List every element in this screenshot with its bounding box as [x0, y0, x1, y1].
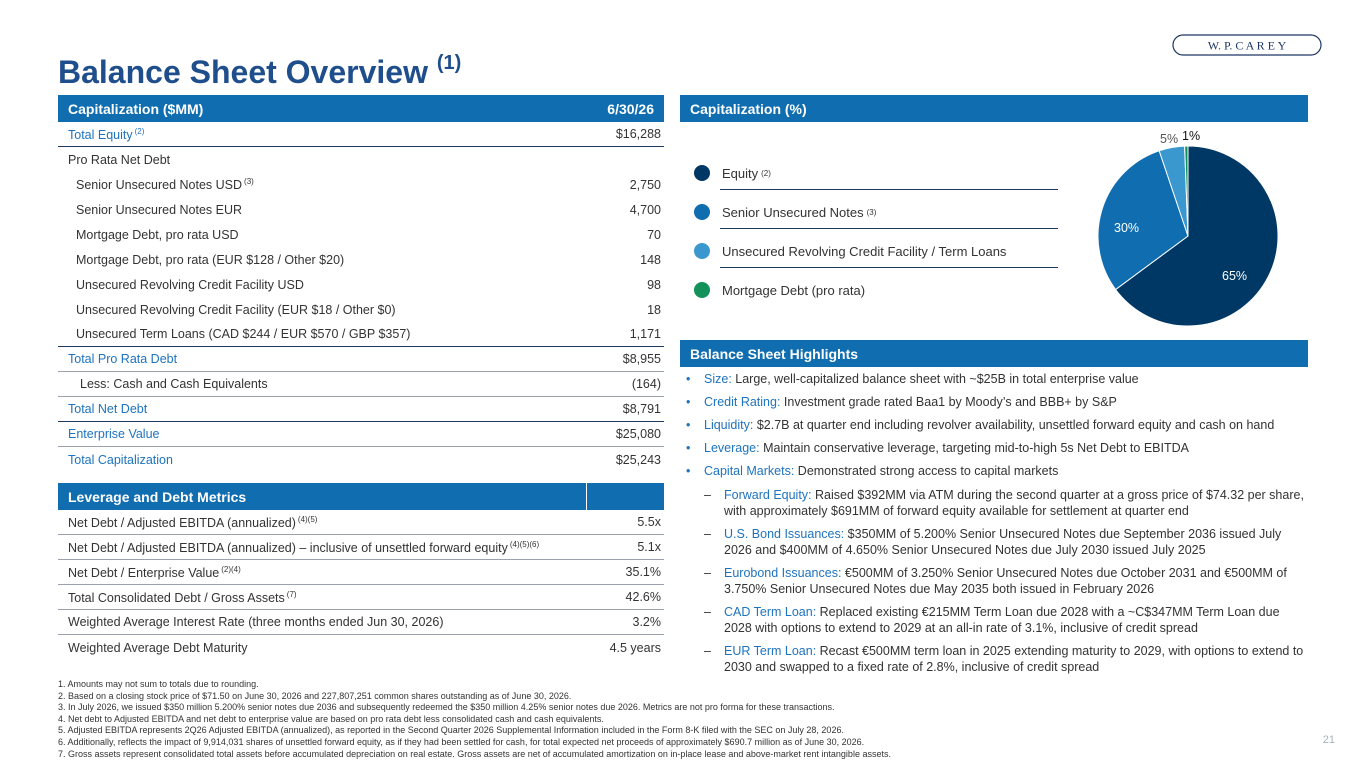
footnote: 3. In July 2026, we issued $350 million 5.200% senior notes due 2036 and subsequently redeemed the $350 million 4.25% senior notes due 2026. Metrics are not pro forma for these transactions.: [58, 702, 835, 713]
row-label: Total Equity $^{(2)}$: [68, 126, 145, 142]
table-row: [58, 322, 664, 347]
row-value: 98: [647, 277, 661, 292]
row-label: Net Debt / Adjusted EBITDA (annualized) – inclusive of unsettled forward equity $^{(4)(5)(6)}$: [68, 539, 540, 555]
table-row: [58, 272, 664, 297]
table-row: [58, 510, 664, 535]
pie-slice-label: 65%: [1222, 269, 1248, 283]
table-row: [58, 122, 664, 147]
legend-swatch: [694, 282, 710, 298]
row-value: $16,288: [615, 127, 661, 141]
row-label: Net Debt / Adjusted EBITDA (annualized) $^{(4)(5)}$: [68, 514, 318, 530]
highlight-sub-bullet: – EUR Term Loan: Recast €500MM term loan in 2025 extending maturity to 2029, with options to extend to 2030 and swapped to a fixed rate of 2.8%, inclusive of credit spread: [686, 643, 1306, 675]
row-value: 2,750: [629, 177, 661, 192]
row-value: 148: [640, 252, 661, 267]
table-row: [58, 347, 664, 372]
table-row: [58, 560, 664, 585]
highlight-sub-bullet: – CAD Term Loan: Replaced existing €215MM Term Loan due 2028 with a ~C$347MM Term Loan due 2028 with options to extend to 2029 at an all-in rate of 3.1%, inclusive of credit spread: [686, 604, 1306, 636]
capitalization-header: Capitalization ($MM) 6/30/26: [58, 95, 664, 122]
row-value: 18: [647, 302, 661, 317]
legend-divider: [720, 228, 1058, 229]
pie-slice-label: 1%: [1182, 129, 1201, 143]
table-row: [58, 172, 664, 197]
company-logo: [1172, 34, 1322, 56]
row-label: Net Debt / Enterprise Value $^{(2)(4)}$: [68, 564, 241, 580]
footnotes: [58, 679, 1058, 760]
pie-slice-label: 5%: [1160, 132, 1179, 146]
row-value: 5.5x: [637, 515, 661, 529]
highlight-sub-bullet: – Forward Equity: Raised $392MM via ATM during the second quarter at a gross price of $74.32 per share, with approximately $691MM of forward equity available for settlement at quarter end: [686, 487, 1306, 519]
row-label: Total Capitalization: [68, 452, 173, 467]
highlight-sub-bullet: – Eurobond Issuances: €500MM of 3.250% Senior Unsecured Notes due October 2031 and €500MM of 3.750% Senior Unsecured Notes due May 2035 both issued in February 2026: [686, 565, 1306, 597]
highlight-bullet: • Size: Large, well-capitalized balance sheet with ~$25B in total enterprise value: [686, 372, 1306, 387]
row-label: Unsecured Revolving Credit Facility (EUR $18 / Other $0): [76, 302, 396, 317]
row-label: Senior Unsecured Notes EUR: [76, 202, 243, 217]
page-number: 21: [1322, 734, 1335, 746]
highlights-list: [686, 372, 1306, 682]
legend-swatch: [694, 204, 710, 220]
footnote: 4. Net debt to Adjusted EBITDA and net debt to enterprise value are based on pro rata debt less consolidated cash and cash equivalents.: [58, 713, 604, 724]
row-value: 4,700: [629, 202, 661, 217]
row-value: $25,243: [615, 452, 661, 467]
footnote: 2. Based on a closing stock price of $71.50 on June 30, 2026 and 227,807,251 common shares outstanding as of June 30, 2026.: [58, 690, 572, 701]
row-value: 35.1%: [625, 565, 661, 579]
footnote: 6. Additionally, reflects the impact of 9,914,031 shares of unsettled forward equity, as if they had been settled for cash, for total expected net proceeds of approximately $690.7 million as of June 30, 2026.: [58, 736, 865, 747]
row-label: Total Consolidated Debt / Gross Assets $^{(7)}$: [68, 589, 297, 605]
row-label: Mortgage Debt, pro rata USD: [76, 227, 239, 242]
row-value: $8,955: [622, 352, 661, 366]
legend-label: Equity: [722, 165, 759, 181]
row-label: Less: Cash and Cash Equivalents: [80, 377, 268, 391]
row-value: 4.5 years: [609, 640, 661, 655]
row-label: Total Pro Rata Debt: [68, 352, 178, 366]
leverage-header: Leverage and Debt Metrics: [58, 483, 586, 510]
table-row: [58, 222, 664, 247]
legend-divider: [720, 189, 1058, 190]
row-value: 1,171: [629, 327, 661, 341]
table-row: [58, 535, 664, 560]
row-label: Pro Rata Net Debt: [68, 152, 171, 167]
table-row: [58, 147, 664, 172]
row-label: Senior Unsecured Notes USD $^{(3)}$: [76, 177, 254, 192]
highlight-bullet: • Credit Rating: Investment grade rated Baa1 by Moody’s and BBB+ by S&P: [686, 395, 1306, 410]
svg-text:W. P. C A R E Y: W. P. C A R E Y: [1207, 38, 1287, 53]
table-row: [58, 610, 664, 635]
table-row: [58, 372, 664, 397]
pie-slice-label: 30%: [1114, 221, 1140, 235]
table-row: [58, 585, 664, 610]
row-label: Enterprise Value: [68, 427, 160, 441]
table-row: [58, 635, 664, 660]
row-value: 5.1x: [637, 540, 661, 554]
row-label: Mortgage Debt, pro rata (EUR $128 / Other $20): [76, 252, 345, 267]
footnote: 5. Adjusted EBITDA represents 2Q26 Adjusted EBITDA (annualized), as reported in the Second Quarter 2026 Supplemental Information included in the Form 8-K filed with the SEC on July 28, 2026.: [58, 725, 844, 736]
legend-label: Unsecured Revolving Credit Facility / Term Loans: [722, 243, 1007, 259]
row-value: 70: [647, 227, 661, 242]
legend-label: Mortgage Debt (pro rata): [722, 282, 866, 298]
row-value: (164): [631, 377, 661, 391]
table-row: [58, 297, 664, 322]
highlight-bullet: • Liquidity: $2.7B at quarter end including revolver availability, unsettled forward equity and cash on hand: [686, 418, 1306, 433]
highlights-header: Balance Sheet Highlights: [680, 340, 1308, 367]
page-title: Balance Sheet Overview $^{(1)}$: [58, 52, 462, 90]
row-label: Weighted Average Debt Maturity: [68, 640, 248, 655]
capitalization-date: 6/30/26: [607, 100, 654, 117]
highlight-sub-bullet: – U.S. Bond Issuances: $350MM of 5.200% Senior Unsecured Notes due September 2036 issued July 2026 and $400MM of 4.650% Senior Unsecured Notes due July 2030 issued July 2025: [686, 526, 1306, 558]
legend-swatch: [694, 243, 710, 259]
capitalization-pie-chart: [1092, 140, 1292, 340]
legend-divider: [720, 267, 1058, 268]
table-row: [58, 247, 664, 272]
leverage-header-value-col: [587, 483, 664, 510]
capitalization-pct-header: Capitalization (%): [680, 95, 1308, 122]
row-value: $8,791: [622, 402, 661, 416]
row-value: 42.6%: [625, 590, 661, 604]
legend-item: [694, 279, 865, 301]
table-row: [58, 397, 664, 422]
legend-item: [694, 240, 1006, 262]
legend-item: Equity (2): [694, 162, 771, 184]
legend-swatch: [694, 165, 710, 181]
footnote: 7. Gross assets represent consolidated total assets before accumulated depreciation on real estate. Gross assets are net of accumulated amortization on in-place lease and above-market rent intangible assets.: [58, 748, 891, 759]
table-row: [58, 197, 664, 222]
row-value: $25,080: [615, 427, 661, 441]
footnote: 1. Amounts may not sum to totals due to rounding.: [58, 679, 259, 689]
table-row: [58, 422, 664, 447]
row-value: 3.2%: [632, 615, 661, 629]
row-label: Total Net Debt: [68, 402, 148, 416]
table-row: [58, 447, 664, 472]
legend-label: Senior Unsecured Notes: [722, 204, 864, 220]
legend-item: Senior Unsecured Notes (3): [694, 201, 876, 223]
highlight-bullet: • Leverage: Maintain conservative leverage, targeting mid-to-high 5s Net Debt to EBITDA: [686, 441, 1306, 456]
row-label: Unsecured Revolving Credit Facility USD: [76, 277, 304, 292]
highlight-bullet: • Capital Markets: Demonstrated strong access to capital markets: [686, 464, 1306, 479]
row-label: Unsecured Term Loans (CAD $244 / EUR $570 / GBP $357): [76, 327, 411, 341]
row-label: Weighted Average Interest Rate (three months ended Jun 30, 2026): [68, 615, 444, 629]
